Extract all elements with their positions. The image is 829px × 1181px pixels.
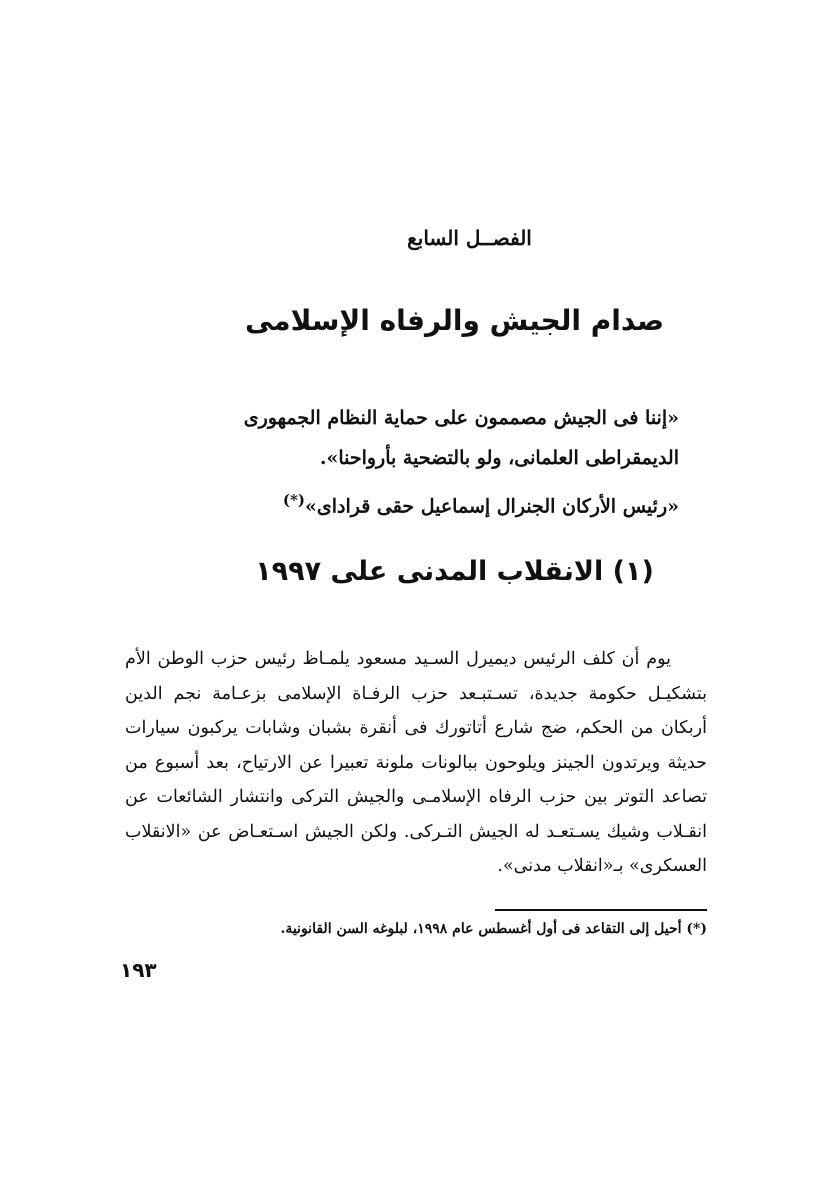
epigraph-attribution-line	[119, 480, 679, 526]
epigraph-attribution: «رئيس الأركان الجنرال إسماعيل حقى قرادای»	[304, 495, 679, 518]
epigraph-quote	[119, 398, 679, 526]
epigraph-line-2: الديمقراطى العلمانى، ولو بالتضحية بأرواحنا».	[319, 447, 679, 469]
footnote: (*) أحيل إلى التقاعد فى أول أغسطس عام ١٩٩٨، لبلوغه السن القانونية.	[280, 921, 707, 937]
epigraph-line-1: «إننا فى الجيش مصممون على حماية النظام الجمهورى	[243, 407, 679, 429]
body-paragraph: يوم أن كلف الرئيس ديميرل السـيد مسعود يلمـاظ رئيس حزب الوطن الأم بتشكيـل حكومة جديدة، تسـتبـعد حزب الرفـاة الإسلامى بزعـامة نجم الدين أربكان من الحكم، ضج شارع أتاتورك فى أنقرة بشبان وشابات يركبون سيارات حديثة ويرتدون الجينز ويلوحون ببالونات ملونة تعبيرا عن الارتياح، بعد أسبوع من تصاعد التوتر بين حزب الرفاه الإسلامـى والجيش التركى وانتشار الشائعات عن انقـلاب وشيك يسـتعـد له الجيش التـركى. ولكن الجيش اسـتعـاض عن «الانقلاب العسكرى» بـ«انقلاب مدنى».	[125, 649, 707, 876]
footnote-marker: (*)	[282, 491, 305, 509]
section-heading: (١) الانقلاب المدنى على ١٩٩٧	[255, 556, 654, 587]
body-paragraph-block	[125, 642, 707, 884]
chapter-title: صدام الجيش والرفاه الإسلامى	[244, 304, 665, 337]
footnote-divider	[495, 909, 707, 911]
page-number: ١٩٣	[120, 958, 157, 982]
chapter-label: الفصــل السابع	[407, 226, 532, 250]
